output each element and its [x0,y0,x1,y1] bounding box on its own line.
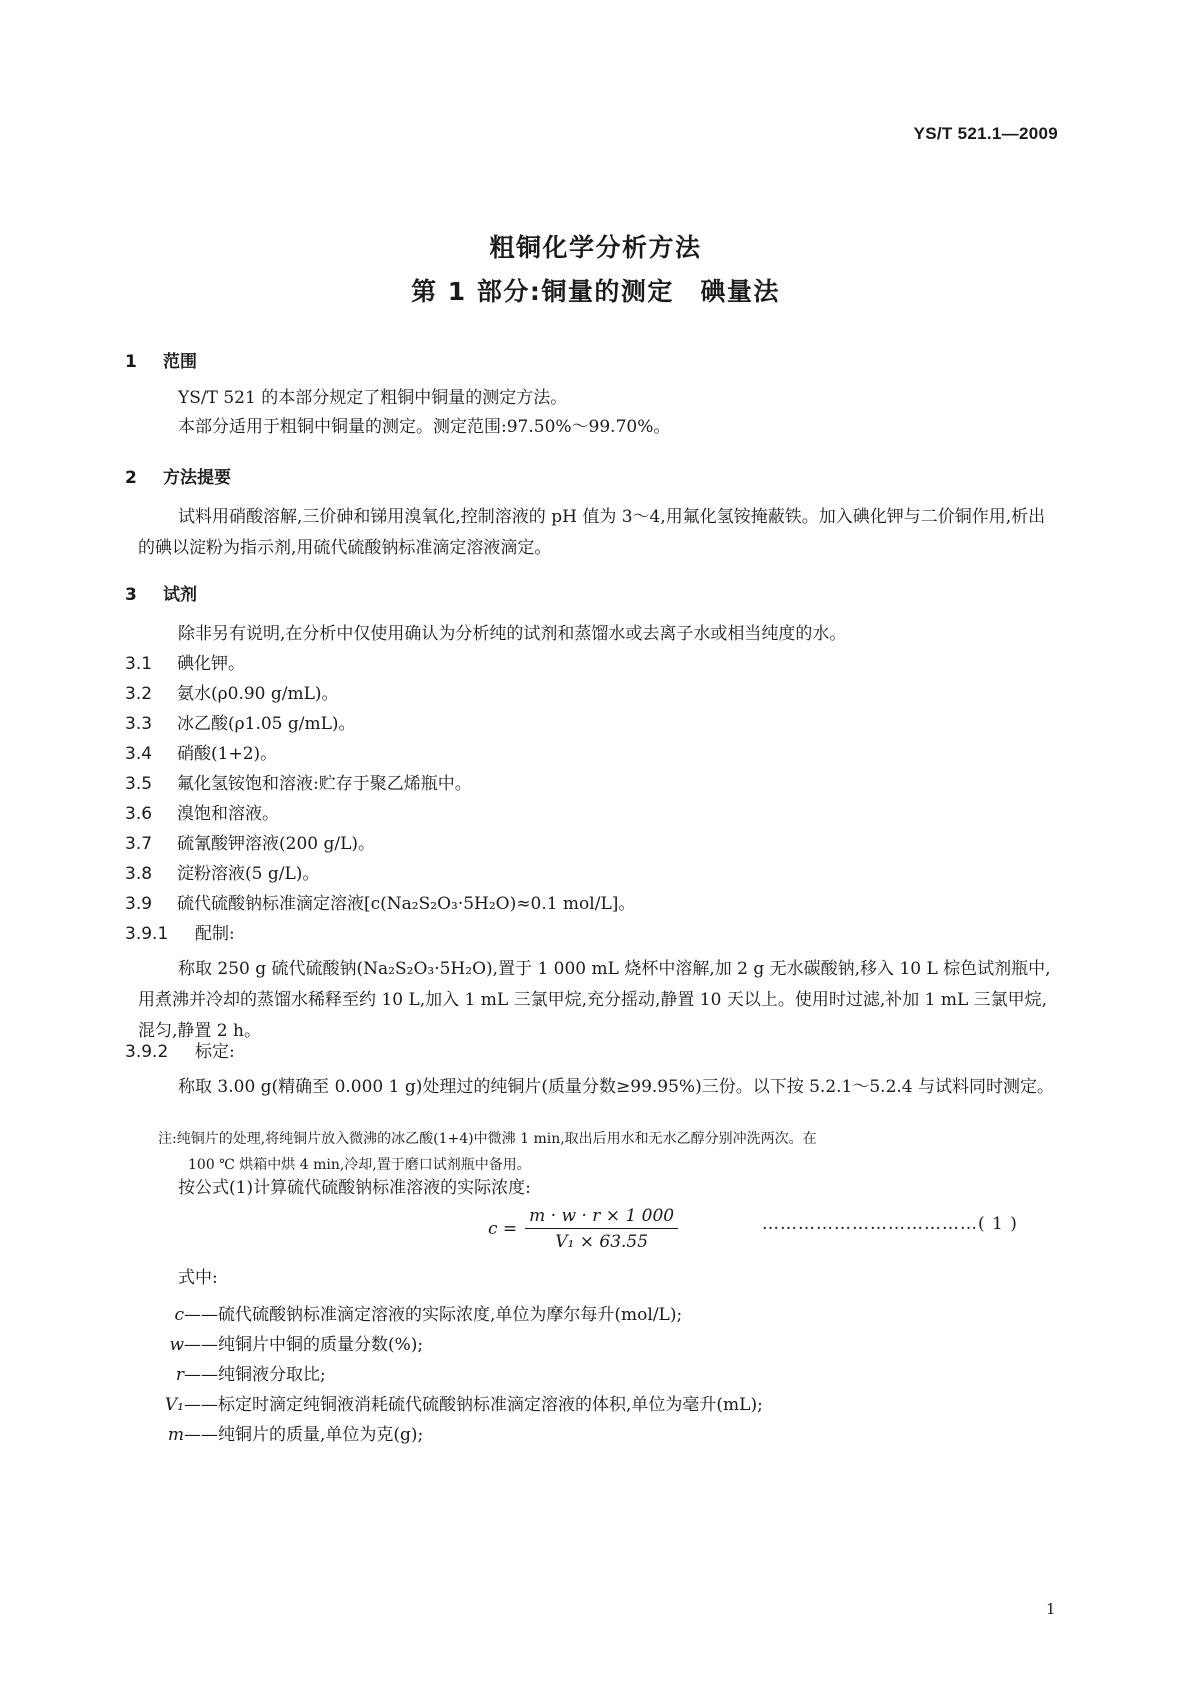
variable-description: ——标定时滴定纯铜液消耗硫代硫酸钠标准滴定溶液的体积,单位为毫升(mL); [184,1395,763,1415]
subsection-title: 配制: [195,924,235,944]
subsection-3-9-2-heading [125,1044,235,1061]
section-number: 1 [125,352,137,372]
definitions-intro: 式中: [178,1268,218,1288]
variable-symbol: m [167,1425,184,1445]
reagent-item: 3.5 氟化氢铵饱和溶液:贮存于聚乙烯瓶中。 [125,774,472,794]
reagent-item: 3.8 淀粉溶液(5 g/L)。 [125,864,320,884]
section-3-heading [125,580,197,605]
subsection-3-9-1-heading [125,926,235,943]
formula-1 [488,1206,678,1252]
definition-item [124,1330,423,1355]
variable-symbol: w [169,1335,184,1355]
section-number: 2 [125,468,137,488]
document-title-line1: 粗铜化学分析方法 [489,233,702,262]
standard-code: YS/T 521.1—2009 [913,124,1058,143]
reagent-item: 3.1 碘化钾。 [125,654,245,674]
variable-description: ——纯铜片的质量,单位为克(g); [184,1425,424,1445]
variable-description: ——纯铜液分取比; [184,1365,326,1385]
section-2-paragraph: 试料用硝酸溶解,三价砷和锑用溴氧化,控制溶液的 pH 值为 3～4,用氟化氢铵掩蔽铁。加入碘化钾与二价铜作用,析出的碘以淀粉为指示剂,用硫代硫酸钠标准滴定溶液滴定。 [138,507,1046,558]
formula-number: ………………………………( 1 ) [762,1214,1018,1234]
formula-intro: 按公式(1)计算硫代硫酸钠标准溶液的实际浓度: [178,1178,531,1198]
formula-numerator: m · w · r × 1 000 [525,1206,678,1229]
reagent-item: 3.2 氨水(ρ0.90 g/mL)。 [125,684,339,704]
section-title: 范围 [163,352,197,372]
subsection-number: 3.9.2 [125,1042,169,1062]
subsection-3-9-1-paragraph: 称取 250 g 硫代硫酸钠(Na₂S₂O₃·5H₂O),置于 1 000 mL 烧杯中溶解,加 2 g 无水碳酸钠,移入 10 L 棕色试剂瓶中,用煮沸并冷却的蒸馏水稀释至约 10 L,加入 1 mL 三氯甲烷,充分摇动,静置 10 天以上。使用时过滤,补加 1 mL 三氯甲烷,混匀,静置 2 h。 [138,959,1051,1041]
reagent-item: 3.9 硫代硫酸钠标准滴定溶液[c(Na₂S₂O₃·5H₂O)≈0.1 mol/L]。 [125,894,636,914]
reagent-item: 3.6 溴饱和溶液。 [125,804,279,824]
section-1-heading [125,347,197,372]
variable-symbol: c [174,1305,184,1325]
variable-symbol: V₁ [164,1395,184,1415]
note-line-2: 100 ℃ 烘箱中烘 4 min,冷却,置于磨口试剂瓶中备用。 [188,1157,531,1173]
reagent-item: 3.3 冰乙酸(ρ1.05 g/mL)。 [125,714,356,734]
definition-item [124,1420,423,1445]
subsection-title: 标定: [195,1042,235,1062]
document-title-line2: 第 1 部分:铜量的测定 碘量法 [411,277,780,306]
reagent-item: 3.7 硫氰酸钾溶液(200 g/L)。 [125,834,376,854]
subsection-3-9-2-paragraph: 称取 3.00 g(精确至 0.000 1 g)处理过的纯铜片(质量分数≥99.95%)三份。以下按 5.2.1～5.2.4 与试料同时测定。 [178,1077,1055,1097]
formula-fraction [525,1206,678,1252]
definition-item [124,1360,326,1385]
page-number: 1 [1046,1600,1056,1618]
variable-symbol: r [175,1365,184,1385]
formula-denominator: V₁ × 63.55 [555,1232,649,1252]
section-number: 3 [125,585,137,605]
reagent-item: 3.4 硝酸(1+2)。 [125,744,278,764]
note-line-1: 注:纯铜片的处理,将纯铜片放入微沸的冰乙酸(1+4)中微沸 1 min,取出后用水和无水乙醇分别冲洗两次。在 [158,1131,817,1147]
section-1-paragraph-2: 本部分适用于粗铜中铜量的测定。测定范围:97.50%～99.70%。 [178,417,671,437]
subsection-number: 3.9.1 [125,924,169,944]
section-title: 试剂 [163,585,197,605]
section-1-paragraph-1: YS/T 521 的本部分规定了粗铜中铜量的测定方法。 [178,388,568,408]
formula-lhs: c = [488,1219,518,1239]
section-3-intro: 除非另有说明,在分析中仅使用确认为分析纯的试剂和蒸馏水或去离子水或相当纯度的水。 [178,624,847,644]
variable-description: ——纯铜片中铜的质量分数(%); [184,1335,424,1355]
definition-item [124,1390,763,1415]
variable-description: ——硫代硫酸钠标准滴定溶液的实际浓度,单位为摩尔每升(mol/L); [184,1305,683,1325]
section-2-heading [125,463,231,488]
section-title: 方法提要 [163,468,231,488]
definition-item [124,1300,682,1325]
